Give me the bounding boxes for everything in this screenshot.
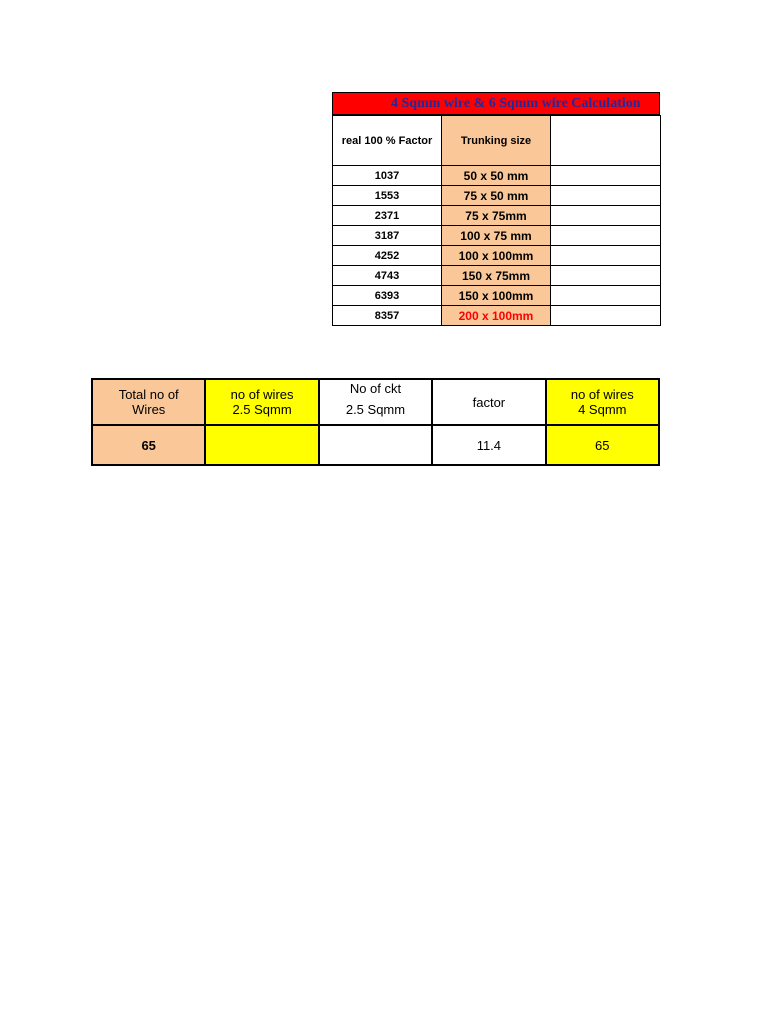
calculation-title: 4 Sqmm wire & 6 Sqmm wire Calculation [332, 92, 660, 115]
trunking-size-header: Trunking size [442, 116, 551, 166]
extra-cell [551, 166, 661, 186]
extra-cell [551, 246, 661, 266]
factor-cell: 4743 [333, 266, 442, 286]
table-row [333, 246, 661, 266]
factor-cell: 1037 [333, 166, 442, 186]
table-row [333, 266, 661, 286]
trunking-size-cell-highlighted: 200 x 100mm [442, 306, 551, 326]
trunking-size-cell: 75 x 50 mm [442, 186, 551, 206]
factor-cell: 6393 [333, 286, 442, 306]
trunking-size-cell: 150 x 75mm [442, 266, 551, 286]
trunking-size-cell: 150 x 100mm [442, 286, 551, 306]
wires-2-5-value[interactable] [205, 425, 318, 465]
wires-2-5-header-line2: 2.5 Sqmm [232, 402, 292, 417]
factor-cell: 2371 [333, 206, 442, 226]
factor-cell: 4252 [333, 246, 442, 266]
wires-summary-table [91, 378, 660, 466]
trunking-size-cell: 100 x 75 mm [442, 226, 551, 246]
wires-2-5-header-line1: no of wires [230, 387, 294, 402]
wires-4-header-line1: no of wires [570, 387, 634, 402]
table-row [333, 286, 661, 306]
circuits-value[interactable] [319, 425, 432, 465]
table-row [333, 166, 661, 186]
trunking-size-cell: 75 x 75mm [442, 206, 551, 226]
table-row [333, 226, 661, 246]
total-wires-value[interactable]: 65 [92, 425, 205, 465]
wires-header-row [92, 379, 659, 425]
wires-value-row [92, 425, 659, 465]
wires-4-header-line2: 4 Sqmm [578, 402, 627, 417]
total-wires-header-line1: Total no of [118, 387, 179, 402]
circuits-header [319, 379, 432, 425]
wires-4-value[interactable]: 65 [546, 425, 659, 465]
factor-cell: 8357 [333, 306, 442, 326]
circuits-header-line1: No of ckt [349, 381, 402, 396]
table-row [333, 186, 661, 206]
factor-value[interactable]: 11.4 [432, 425, 545, 465]
extra-cell [551, 206, 661, 226]
trunking-size-cell: 50 x 50 mm [442, 166, 551, 186]
extra-cell [551, 286, 661, 306]
extra-cell [551, 306, 661, 326]
table-row [333, 306, 661, 326]
factor-header: factor [432, 379, 545, 425]
circuits-header-line2: 2.5 Sqmm [345, 402, 406, 417]
extra-header [551, 116, 661, 166]
extra-cell [551, 266, 661, 286]
extra-cell [551, 226, 661, 246]
extra-cell [551, 186, 661, 206]
table-row [333, 206, 661, 226]
trunking-calculation-table [332, 115, 661, 326]
factor-cell: 1553 [333, 186, 442, 206]
trunking-size-cell: 100 x 100mm [442, 246, 551, 266]
wires-2-5-header [205, 379, 318, 425]
total-wires-header [92, 379, 205, 425]
calculation-header-row [333, 116, 661, 166]
total-wires-header-line2: Wires [132, 402, 166, 417]
factor-cell: 3187 [333, 226, 442, 246]
factor-header: real 100 % Factor [333, 116, 442, 166]
wires-4-header [546, 379, 659, 425]
